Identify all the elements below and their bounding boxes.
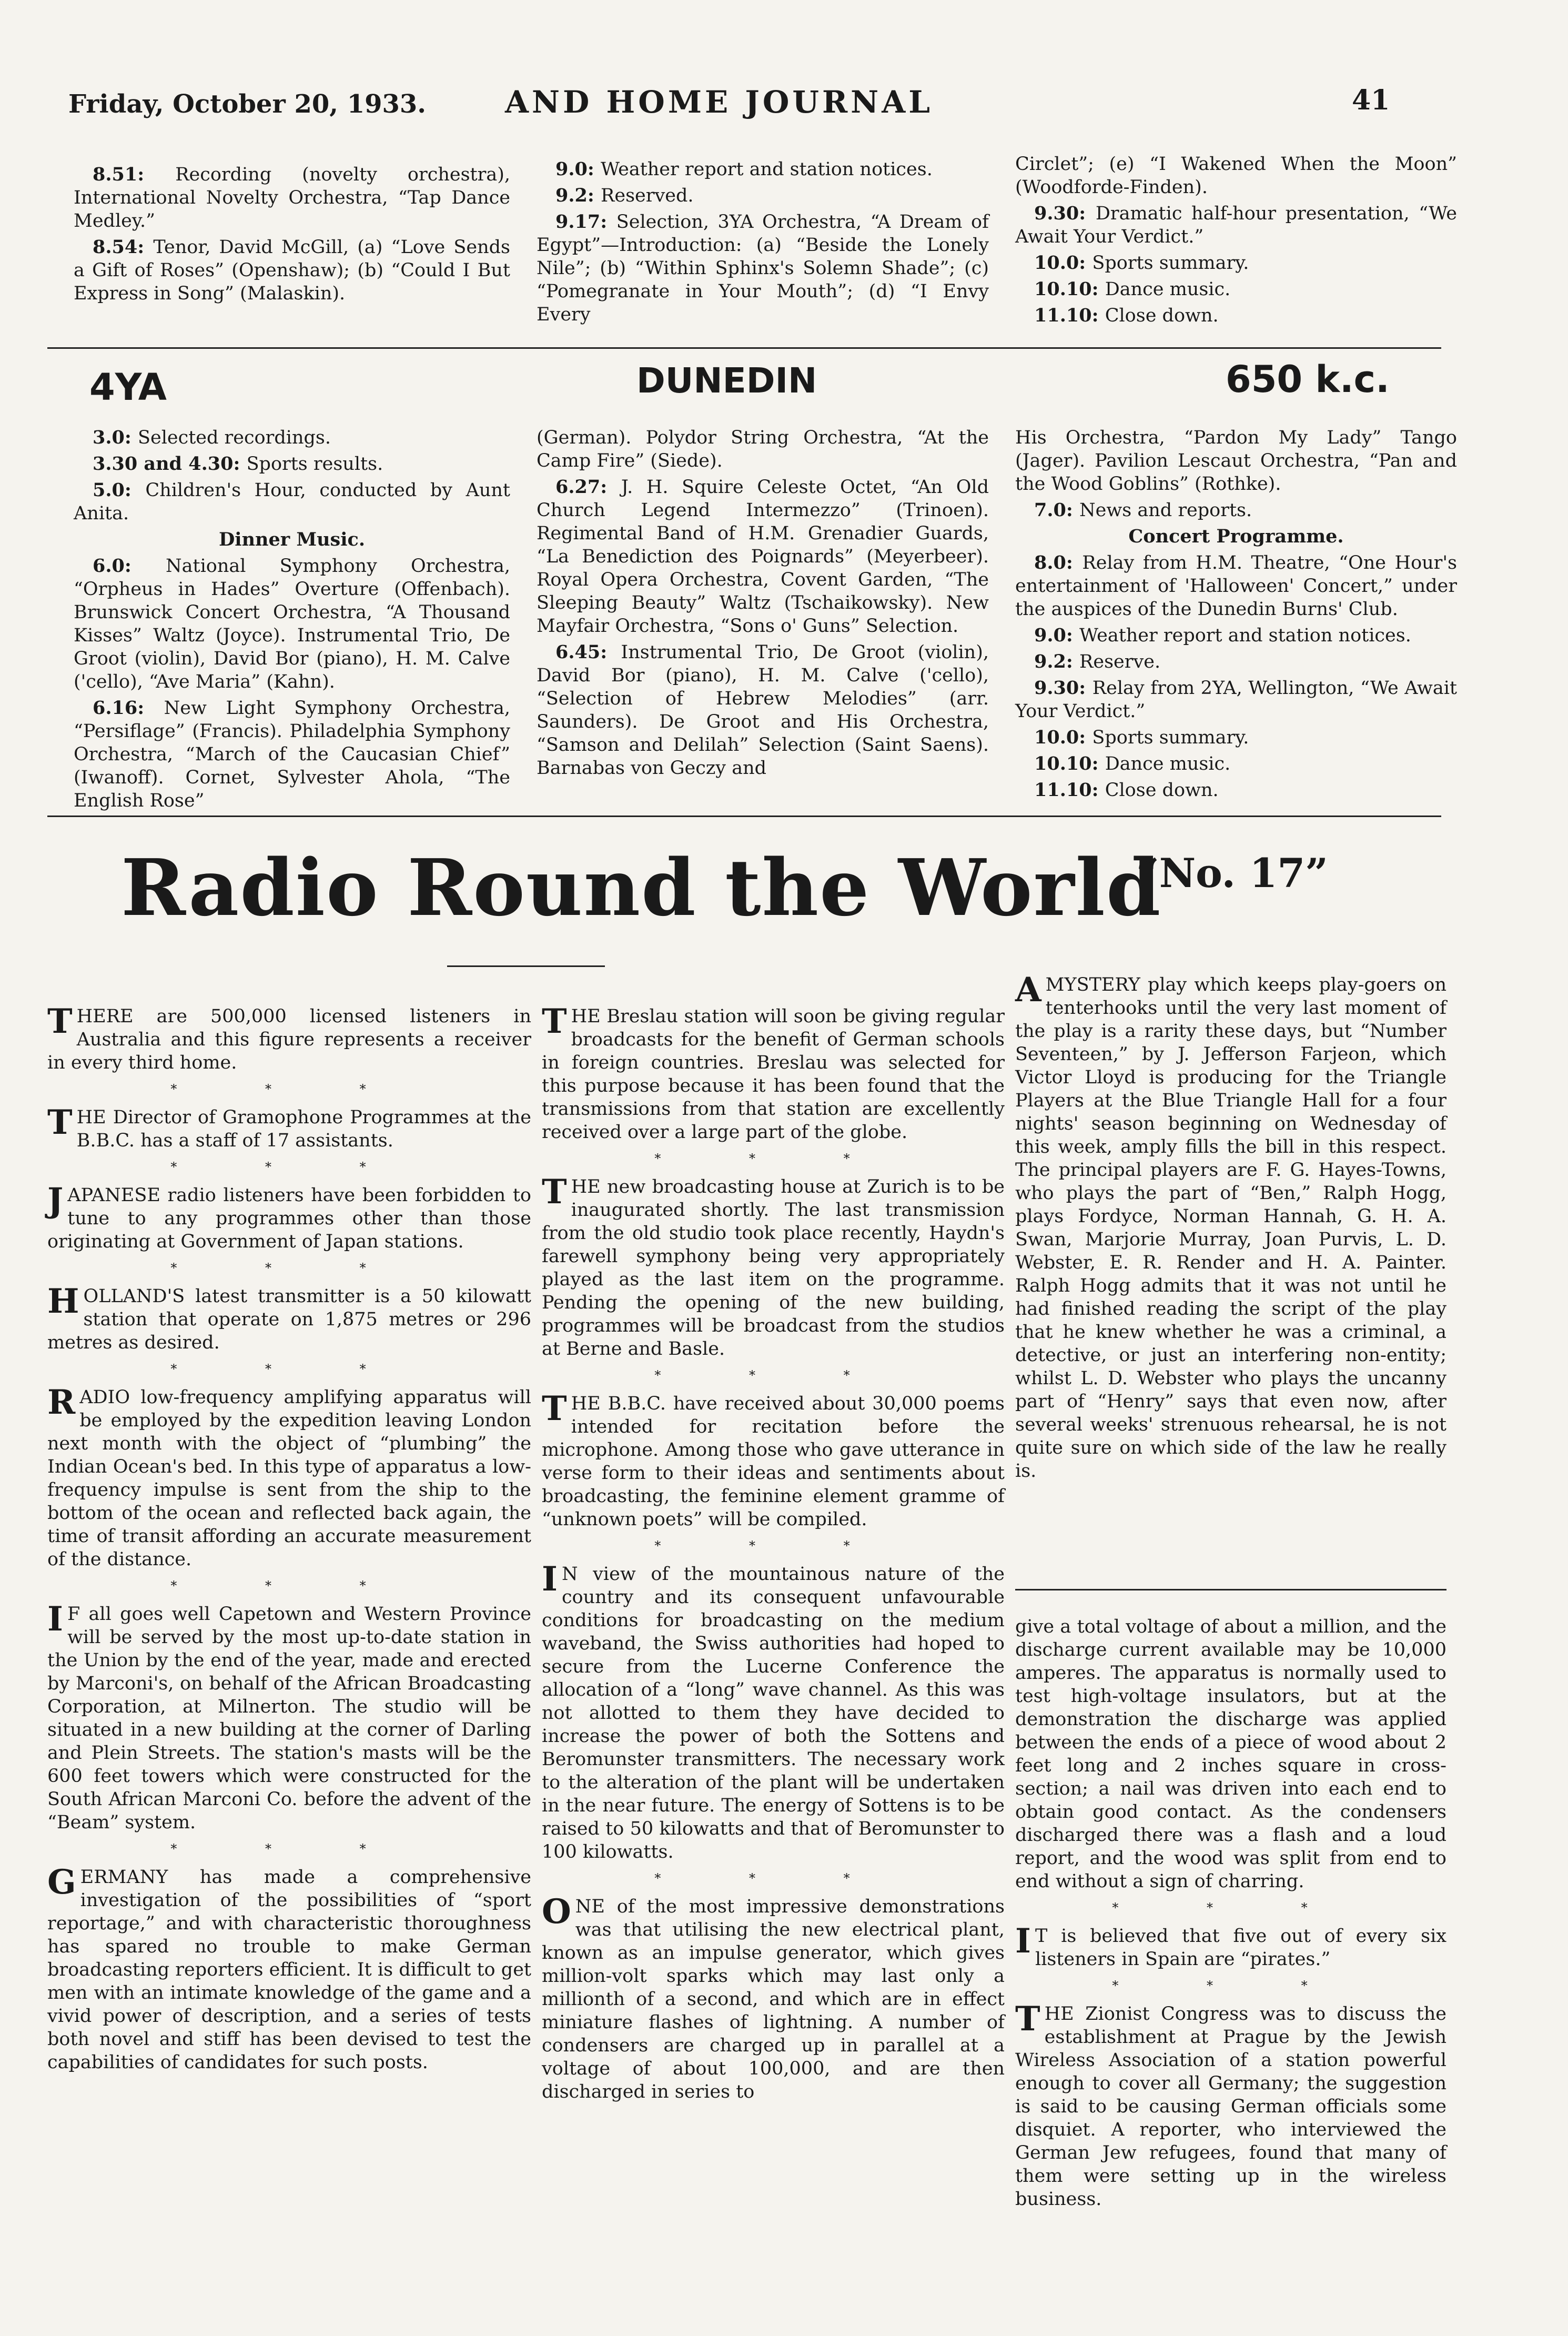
programme-entry xyxy=(1015,551,1457,621)
news-text: has made a comprehensive investigation of the possibilities of “sport reportage,” and with characteristic thoroughness has spared no trouble to make German broadcasting reporters efficient. It is difficult to get men with an intimate knowledge of the game and a vivid power of description, and a series of tests both novel and stiff has been devised to test the capabilities of candidates for such posts. xyxy=(47,1867,532,2073)
separator-stars: * * * xyxy=(654,1538,892,1553)
drop-cap: O xyxy=(542,1892,571,1931)
programme-time: 10.10: xyxy=(1034,278,1105,300)
issue-date: Friday, October 20, 1933. xyxy=(68,89,426,119)
drop-cap: G xyxy=(47,1862,76,1902)
drop-cap: I xyxy=(1015,1921,1031,1961)
news-item xyxy=(542,1389,1005,1531)
drop-cap: T xyxy=(47,1103,73,1142)
programme-text: National Symphony Orchestra, “Orpheus in Hades” Overture (Offenbach). Brunswick Concert Orchestra, “A Thousand Kisses” Waltz (Joyce). Instrumental Trio, De Groot (violin), David Bor (piano), H. M. Calve ('cello), “Ave Maria” (Kahn). xyxy=(74,556,511,692)
top-column-3 xyxy=(1015,153,1457,330)
title-underline xyxy=(447,965,605,967)
side-story-column xyxy=(1015,970,1446,1486)
programme-entry xyxy=(1015,251,1457,275)
side-story-title: “No. 17” xyxy=(1136,850,1328,897)
programme-time: 9.30: xyxy=(1034,677,1092,699)
programme-entry xyxy=(1015,624,1457,647)
separator-stars: * * * xyxy=(170,1261,408,1275)
programme-entry xyxy=(74,452,510,476)
programme-text: Relay from 2YA, Wellington, “We Await Your Verdict.” xyxy=(1015,678,1457,722)
programme-entry xyxy=(74,163,510,233)
lead-word: ADIO xyxy=(79,1387,141,1408)
news-item xyxy=(47,1383,532,1571)
separator-stars: * * * xyxy=(170,1160,408,1174)
programme-entry xyxy=(74,426,510,449)
news-text: are 500,000 licensed listeners in Australia and this figure represents a receiver in every third home. xyxy=(47,1006,531,1073)
programme-text: Recording (novelty orchestra), International Novelty Orchestra, “Tap Dance Medley.” xyxy=(74,164,510,231)
separator-stars: * * * xyxy=(654,1368,892,1383)
programme-text: Instrumental Trio, De Groot (violin), David Bor (piano), H. M. Calve ('cello), “Selection of Hebrew Melodies” (arr. Saunders). De Groot and His Orchestra, “Samson and Delilah” Selection (Saint Saens). Barnabas von Geczy and xyxy=(537,642,989,779)
programme-heading: Concert Programme. xyxy=(1128,526,1344,547)
programme-entry xyxy=(74,479,510,525)
drop-cap: T xyxy=(1015,1999,1040,2039)
station-frequency: 650 k.c. xyxy=(1226,358,1390,401)
programme-time: 3.30 and 4.30: xyxy=(93,453,247,475)
drop-cap: A xyxy=(1015,970,1041,1010)
news-text: all goes well Capetown and Western Province will be served by the most up-to-date station in the Union by the end of the year, made and erected by Marconi's, on behalf of the African Broadcasting Corporation, at Milnerton. The studio will be situated in a new building at the corner of Darling and Plein Streets. The station's masts will be the 600 feet towers which were constructed for the South African Marconi Co. before the advent of the “Beam” system. xyxy=(47,1604,532,1833)
news-item xyxy=(542,1002,1005,1144)
divider-rule xyxy=(47,347,1441,349)
separator-stars: * * * xyxy=(654,1151,892,1166)
drop-cap: T xyxy=(542,1389,567,1428)
news-text: latest transmitter is a 50 kilowatt station that operate on 1,875 metres or 296 metres as desired. xyxy=(47,1286,532,1353)
programme-text: Sports summary. xyxy=(1092,253,1249,274)
news-item xyxy=(542,1559,1005,1864)
feature-title: Radio Round the World xyxy=(121,842,1162,933)
news-item xyxy=(1015,970,1446,1483)
programme-entry xyxy=(1015,153,1457,199)
programme-time: 6.0: xyxy=(93,555,166,577)
news-text: low-frequency amplifying apparatus will be employed by the expedition leaving London next month with the object of “plumbing” the Indian Ocean's bed. In this type of apparatus a low-frequency impulse is sent from the ship to the bottom of the ocean and reflected back again, the time of transit affording an accurate measurement of the distance. xyxy=(47,1387,532,1570)
news-text: radio listeners have been forbidden to tune to any programmes other than those originating at Government of Japan stations. xyxy=(47,1185,531,1252)
lead-word: HE xyxy=(571,1393,608,1414)
programme-time: 10.0: xyxy=(1034,727,1092,748)
separator-stars: * * * xyxy=(170,1082,408,1096)
news-item xyxy=(47,1282,532,1354)
station-city: DUNEDIN xyxy=(636,360,817,401)
drop-cap: I xyxy=(542,1559,558,1599)
programme-time: 8.54: xyxy=(93,236,154,258)
programme-entry xyxy=(1015,752,1457,776)
news-text: play which keeps play-goers on tenterhooks until the very last moment of the play is a rarity these days, but “Number Seventeen,” by J. Jefferson Farjeon, which Victor Lloyd is producing for the Triangle Players at the Blue Triangle Hall for a four nights' season beginning on Wednesday of this week, amply fills the bill in this respect. The principal players are F. G. Hayes-Towns, who plays the part of “Ben,” Ralph Hogg, plays Fordyce, Norman Hannah, G. H. A. Swan, Marjorie Murray, Joan Purvis, L. D. Webster, E. R. Render and H. A. Painter. Ralph Hogg admits that it was not until he had finished reading the script of the play that he knew whether he was a criminal, a detective, or just an interfering non-entity; whilst L. D. Webster who plays the uncanny part of “Henry” says that even now, after several weeks' strenuous rehearsal, he is not quite sure on which side of the law he really is. xyxy=(1015,974,1446,1482)
programme-text: Dance music. xyxy=(1105,753,1231,774)
programme-text: Relay from H.M. Theatre, “One Hour's entertainment of 'Halloween' Concert,” under the auspices of the Dunedin Burns' Club. xyxy=(1015,552,1457,620)
news-item xyxy=(1015,1921,1446,1971)
programme-entry xyxy=(74,697,510,812)
news-text: of the most impressive demonstrations was that utilising the new electrical plant, known as an impulse generator, which gives million-volt sparks which may last only a millionth of a second, and which are in effect miniature flashes of lightning. A number of condensers are charged up in parallel at a voltage of about 100,000, and are then discharged in series to xyxy=(542,1896,1005,2102)
programme-time: 9.30: xyxy=(1034,203,1096,224)
news-item xyxy=(47,1103,531,1152)
station-call-sign: 4YA xyxy=(89,366,167,409)
news-item xyxy=(542,1172,1005,1361)
programme-text: Reserve. xyxy=(1079,651,1161,672)
drop-cap: J xyxy=(47,1181,64,1220)
lead-word: MYSTERY xyxy=(1045,974,1148,995)
programme-entry xyxy=(537,426,989,472)
programme-time: 9.0: xyxy=(555,158,601,180)
programme-entry xyxy=(1015,726,1457,749)
programme-text: (German). Polydor String Orchestra, “At the Camp Fire” (Siede). xyxy=(537,427,989,471)
programme-time: 6.45: xyxy=(555,641,621,663)
programme-text: Children's Hour, conducted by Aunt Anita. xyxy=(74,480,510,524)
programme-text: Sports results. xyxy=(246,454,383,475)
news-text: Zionist Congress was to discuss the establishment at Prague by the Jewish Wireless Association of a station powerful enough to cover all Germany; the suggestion is said to be causing German officials some disquiet. A reporter, who interviewed the German Jew refugees, found that many of them were setting up in the wireless business. xyxy=(1015,2003,1446,2210)
lead-word: N xyxy=(561,1564,593,1585)
programme-time: 11.10: xyxy=(1034,305,1105,326)
news-text: B.B.C. have received about 30,000 poems intended for recitation before the microphone. Among those who gave utterance in verse form to their ideas and sentiments about broadcasting, the feminine element gramme of “unknown poets” will be compiled. xyxy=(542,1393,1005,1530)
news-item xyxy=(1015,1999,1446,2211)
separator-stars: * * * xyxy=(170,1578,408,1593)
divider-rule xyxy=(47,815,1441,817)
page-number: 41 xyxy=(1352,84,1390,116)
top-column-1 xyxy=(74,163,510,308)
feature-column-2 xyxy=(542,1002,1005,2107)
newspaper-page xyxy=(47,63,1457,2320)
news-text: is believed that five out of every six listeners in Spain are “pirates.” xyxy=(1035,1926,1446,1970)
news-text: new broadcasting house at Zurich is to be inaugurated shortly. The last transmission from the old studio took place recently, Haydn's farewell symphony being very appropriately played as the last item on the programme. Pending the opening of the new building, programmes will be broadcast from the studios at Berne and Basle. xyxy=(542,1176,1005,1360)
separator-stars: * * * xyxy=(654,1871,892,1886)
programme-text: Tenor, David McGill, (a) “Love Sends a Gift of Roses” (Openshaw); (b) “Could I But Express in Song” (Malaskin). xyxy=(74,237,510,304)
programme-time: 5.0: xyxy=(93,479,146,501)
programme-time: 10.0: xyxy=(1034,252,1092,274)
programme-entry xyxy=(1015,202,1457,248)
journal-title: AND HOME JOURNAL xyxy=(505,84,933,120)
programme-entry xyxy=(74,555,510,693)
programme-entry xyxy=(537,184,989,207)
news-item xyxy=(47,1181,531,1253)
lead-word: F xyxy=(67,1604,89,1625)
lead-word: NE xyxy=(575,1896,617,1917)
lead-word: HE xyxy=(76,1107,113,1128)
feature-column-1 xyxy=(47,1002,532,2077)
programme-heading: Dinner Music. xyxy=(218,529,366,550)
feature-column-3 xyxy=(1015,1615,1446,2214)
programme-text: Close down. xyxy=(1105,780,1219,801)
news-text: Director of Gramophone Programmes at the B.B.C. has a staff of 17 assistants. xyxy=(76,1107,531,1151)
news-item xyxy=(542,1892,1005,2103)
drop-cap: R xyxy=(47,1383,76,1422)
programme-text: Weather report and station notices. xyxy=(1079,625,1411,646)
programme-text: Weather report and station notices. xyxy=(601,159,933,180)
separator-stars: * * * xyxy=(1112,1978,1350,1993)
programme-entry xyxy=(1015,677,1457,723)
programme-time: 11.10: xyxy=(1034,779,1105,801)
station-column-3 xyxy=(1015,426,1457,805)
drop-cap: H xyxy=(47,1282,79,1321)
programme-text: Circlet”; (e) “I Wakened When the Moon” (Woodforde-Finden). xyxy=(1015,154,1457,198)
news-item xyxy=(47,1862,532,2074)
programme-entry xyxy=(1015,650,1457,673)
programme-text: Sports summary. xyxy=(1092,727,1249,748)
drop-cap: I xyxy=(47,1599,63,1639)
programme-entry xyxy=(537,210,989,326)
lead-word: OLLAND'S xyxy=(83,1286,196,1307)
programme-time: 8.51: xyxy=(93,164,176,185)
separator-stars: * * * xyxy=(170,1362,408,1376)
top-column-2 xyxy=(537,158,989,329)
lead-word: ERMANY xyxy=(80,1867,200,1888)
lead-word: HERE xyxy=(76,1006,157,1027)
programme-entry xyxy=(1015,779,1457,802)
programme-entry xyxy=(537,476,989,638)
programme-time: 7.0: xyxy=(1034,499,1079,521)
separator-stars: * * * xyxy=(1112,1900,1350,1915)
programme-entry xyxy=(1015,304,1457,327)
news-item xyxy=(47,1599,532,1834)
drop-cap: T xyxy=(542,1172,567,1212)
news-text: Breslau station will soon be giving regular broadcasts for the benefit of German schools in foreign countries. Breslau was selected for this purpose because it has been found that the transmissions from that station are excellently received over a large part of the globe. xyxy=(542,1006,1005,1143)
programme-entry xyxy=(1015,278,1457,301)
programme-text: Selected recordings. xyxy=(138,427,331,448)
programme-time: 9.2: xyxy=(555,185,601,206)
news-text: give a total voltage of about a million, and the discharge current available may be 10,000 amperes. The apparatus is normally used to test high-voltage insulators, but at the demonstration the discharge was applied between the ends of a piece of wood about 2 feet long and 2 inches square in cross-section; a nail was driven into each end to obtain good contact. As the condensers discharged there was a flash and a loud report, and the wood was split from end to end without a sign of charring. xyxy=(1015,1616,1446,1892)
programme-entry xyxy=(537,158,989,181)
programme-text: Selection, 3YA Orchestra, “A Dream of Egypt”—Introduction: (a) “Beside the Lonely Nile”; (b) “Within Sphinx's Solemn Shade”; (c) “Pomegranate in Your Mouth”; (d) “I Envy Every xyxy=(537,212,989,325)
lead-word: APANESE xyxy=(67,1185,168,1206)
lead-word: T xyxy=(1035,1926,1061,1947)
programme-time: 10.10: xyxy=(1034,753,1105,774)
programme-text: J. H. Squire Celeste Octet, “An Old Church Legend Intermezzo” (Trinoen). Regimental Band of H.M. Grenadier Guards, “La Benediction des Poignards” (Meyerbeer). Royal Opera Orchestra, Covent Garden, “The Sleeping Beauty” Waltz (Tschaikowsky). New Mayfair Orchestra, “Sons o' Guns” Selection. xyxy=(537,477,989,637)
separator-stars: * * * xyxy=(170,1841,408,1856)
programme-text: Close down. xyxy=(1105,305,1219,326)
programme-entry xyxy=(74,236,510,305)
programme-text: News and reports. xyxy=(1079,500,1252,521)
programme-text: Dramatic half-hour presentation, “We Await Your Verdict.” xyxy=(1015,203,1457,247)
programme-time: 6.27: xyxy=(555,476,621,498)
programme-entry xyxy=(537,641,989,780)
programme-entry xyxy=(1015,426,1457,496)
programme-time: 3.0: xyxy=(93,427,138,448)
lead-word: HE xyxy=(571,1176,608,1197)
station-column-1 xyxy=(74,426,510,815)
programme-entry xyxy=(1015,499,1457,522)
programme-text: New Light Symphony Orchestra, “Persiflage” (Francis). Philadelphia Symphony Orchestra, “March of the Caucasian Chief” (Iwanoff). Cornet, Sylvester Ahola, “The English Rose” xyxy=(74,698,510,811)
drop-cap: T xyxy=(542,1002,567,1041)
programme-time: 6.16: xyxy=(93,697,164,719)
masthead xyxy=(47,84,1441,142)
programme-time: 9.17: xyxy=(555,211,616,233)
lead-word: HE xyxy=(1044,2003,1086,2025)
programme-text: Reserved. xyxy=(601,185,694,206)
station-column-2 xyxy=(537,426,989,783)
programme-time: 8.0: xyxy=(1034,552,1083,573)
news-item xyxy=(47,1002,531,1074)
news-item xyxy=(1015,1615,1446,1893)
programme-time: 9.2: xyxy=(1034,651,1079,672)
programme-text: His Orchestra, “Pardon My Lady” Tango (Jager). Pavilion Lescaut Orchestra, “Pan and the Wood Goblins” (Rothke). xyxy=(1015,427,1457,495)
drop-cap: T xyxy=(47,1002,73,1041)
programme-time: 9.0: xyxy=(1034,625,1079,646)
news-text: view of the mountainous nature of the country and its consequent unfavourable conditions for broadcasting on the medium waveband, the Swiss authorities had hoped to secure from the Lucerne Conference the allocation of a “long” wave channel. As this was not allotted to them they have decided to increase the power of both the Sottens and Beromunster transmitters. The necessary work to the alteration of the plant will be undertaken in the near future. The energy of Sottens is to be raised to 50 kilowatts and that of Beromunster to 100 kilowatts. xyxy=(542,1564,1005,1862)
programme-text: Dance music. xyxy=(1105,279,1231,300)
divider-rule xyxy=(1015,1589,1446,1590)
lead-word: HE xyxy=(571,1006,607,1027)
